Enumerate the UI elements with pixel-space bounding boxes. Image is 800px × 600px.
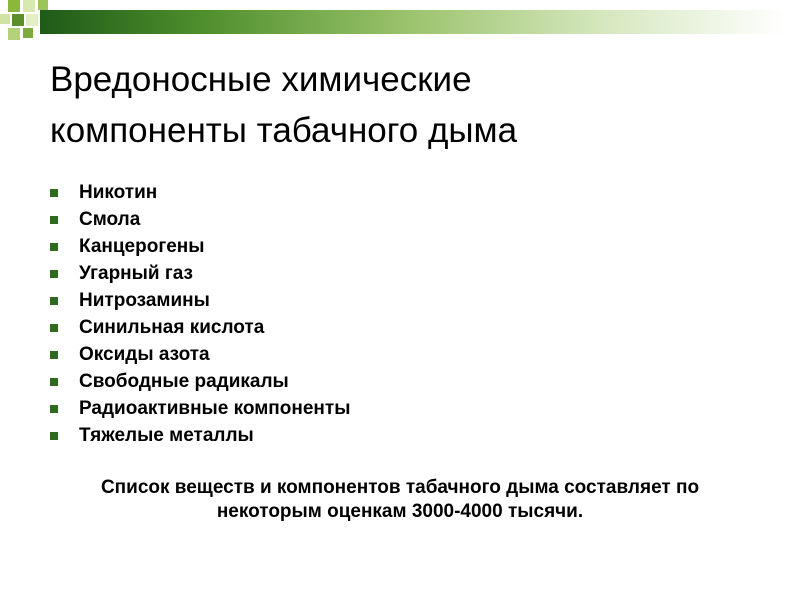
square-bullet-icon (50, 297, 58, 305)
header-gradient-bar (40, 10, 785, 34)
square-bullet-icon (50, 189, 58, 197)
corner-square-decoration (8, 28, 20, 40)
square-bullet-icon (50, 324, 58, 332)
list-item-text: Канцерогены (79, 236, 205, 257)
list-item-text: Свободные радикалы (79, 371, 289, 392)
slide-title (50, 54, 750, 156)
square-bullet-icon (50, 378, 58, 386)
list-item-text: Угарный газ (79, 263, 193, 284)
corner-square-decoration (8, 0, 20, 12)
corner-square-decoration (26, 14, 38, 26)
corner-square-decoration (23, 28, 33, 38)
corner-square-decoration (0, 14, 10, 24)
footnote-line-1: Список веществ и компонентов табачного дыма составляет по (100, 477, 700, 498)
list-item-text: Никотин (79, 182, 158, 203)
list-item-text: Синильная кислота (79, 317, 265, 338)
square-bullet-icon (50, 432, 58, 440)
square-bullet-icon (50, 405, 58, 413)
corner-square-decoration (23, 0, 35, 12)
square-bullet-icon (50, 216, 58, 224)
list-item-text: Нитрозамины (79, 290, 210, 311)
list-item-text: Тяжелые металлы (79, 425, 254, 446)
slide-title-line-1: Вредоносные химические (50, 60, 472, 99)
corner-square-decoration (38, 0, 48, 10)
square-bullet-icon (50, 243, 58, 251)
list-item-text: Смола (79, 209, 141, 230)
corner-square-decoration (12, 14, 24, 26)
list-item-text: Радиоактивные компоненты (79, 398, 351, 419)
footnote (40, 476, 760, 524)
square-bullet-icon (50, 270, 58, 278)
list-item-text: Оксиды азота (79, 344, 210, 365)
footnote-line-2: некоторым оценкам 3000-4000 тысячи. (216, 501, 584, 522)
square-bullet-icon (50, 351, 58, 359)
slide-title-line-2: компоненты табачного дыма (50, 111, 518, 150)
